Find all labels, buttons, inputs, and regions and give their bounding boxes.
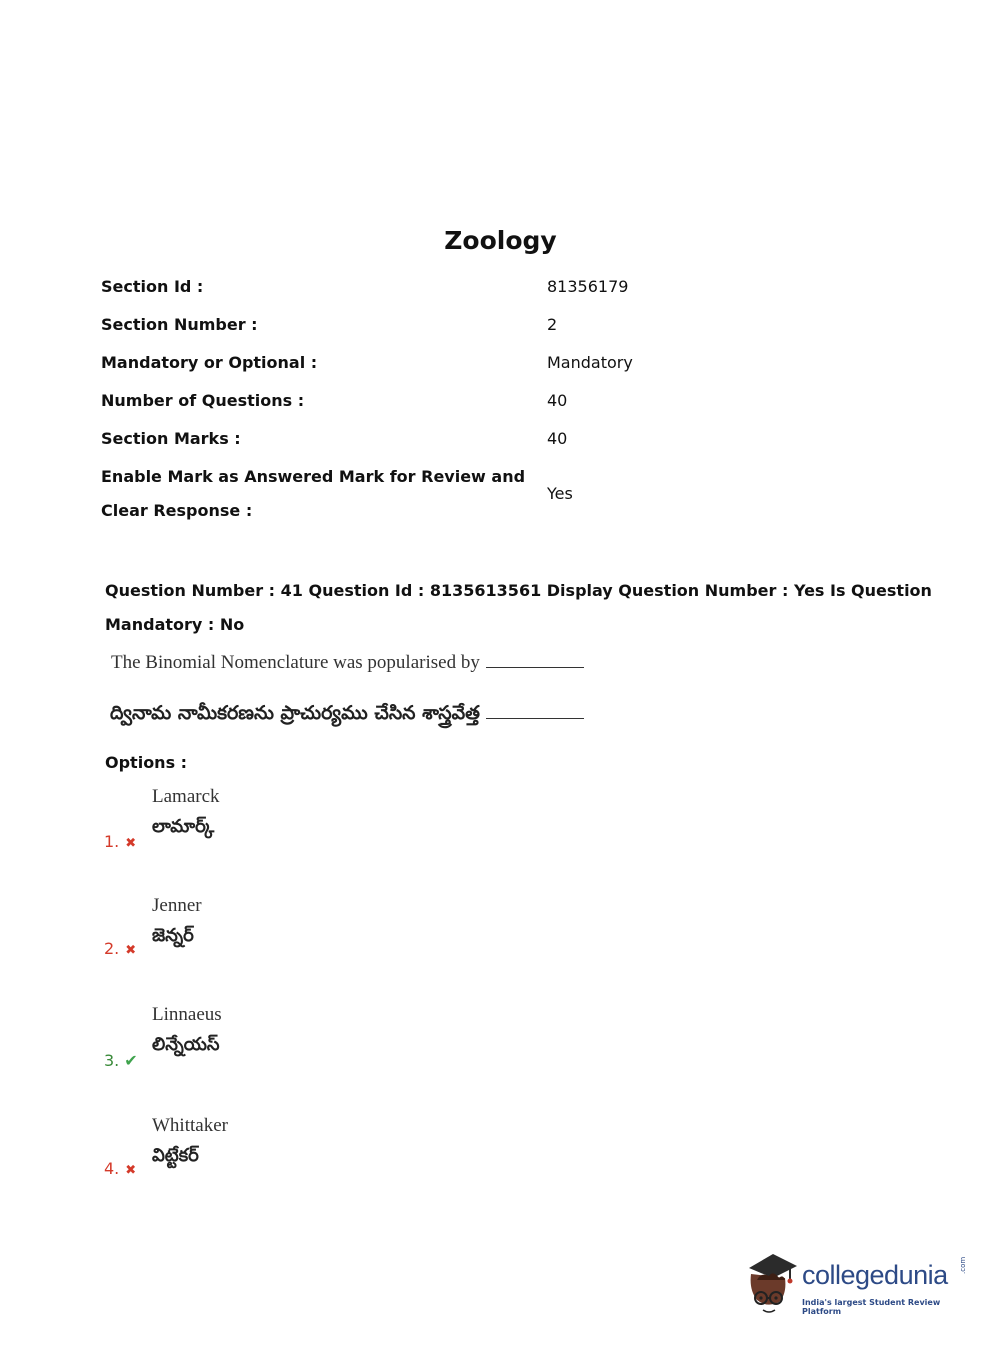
section-marks-value: 40 [547, 429, 568, 448]
question-text-te [110, 702, 584, 729]
option-2-number-label: 2. [104, 939, 120, 958]
section-title: Zoology [444, 226, 557, 255]
num-questions-value: 40 [547, 391, 568, 410]
option-3-number [104, 1051, 138, 1070]
question-text-te-label: ద్వినామ నామీకరణను ప్రాచుర్యము చేసిన శాస్త్రవేత్త [110, 702, 480, 724]
option-2-te: జెన్నర్ [152, 925, 194, 946]
cross-icon: ✖ [125, 836, 137, 851]
option-4-number-label: 4. [104, 1159, 120, 1178]
section-marks-label: Section Marks : [101, 429, 241, 448]
mandatory-value: Mandatory [547, 353, 633, 372]
collegedunia-logo [743, 1250, 973, 1320]
num-questions-label: Number of Questions : [101, 391, 305, 410]
mascot-icon [743, 1250, 801, 1320]
logo-name: collegedunia [802, 1260, 948, 1290]
question-header-line2: Mandatory : No [105, 615, 245, 634]
option-1-number-label: 1. [104, 832, 120, 851]
option-4-number [104, 1159, 136, 1178]
option-4-en: Whittaker [152, 1115, 228, 1136]
answer-blank [486, 667, 584, 668]
option-2-en: Jenner [152, 895, 202, 916]
option-1-en: Lamarck [152, 786, 220, 807]
question-text-en-label: The Binomial Nomenclature was popularised by [111, 652, 480, 673]
answer-blank-te [486, 718, 584, 719]
section-id-value: 81356179 [547, 277, 629, 296]
logo-suffix: .com [959, 1256, 967, 1274]
check-icon: ✔ [124, 1051, 138, 1070]
cross-icon: ✖ [125, 1163, 137, 1178]
option-2-number [104, 939, 136, 958]
section-number-value: 2 [547, 315, 558, 334]
option-1-number [104, 832, 136, 851]
logo-tagline: India's largest Student Review Platform [802, 1298, 941, 1316]
section-number-label: Section Number : [101, 315, 258, 334]
option-3-te: లిన్నేయస్ [152, 1034, 220, 1055]
option-3-number-label: 3. [104, 1051, 120, 1070]
option-4-te: విట్టేకర్ [152, 1145, 199, 1166]
section-id-label: Section Id : [101, 277, 204, 296]
enable-mark-value: Yes [547, 484, 573, 503]
question-header-line1: Question Number : 41 Question Id : 8135613561 Display Question Number : Yes Is Question [105, 581, 932, 600]
option-3-en: Linnaeus [152, 1004, 222, 1025]
cross-icon: ✖ [125, 943, 137, 958]
options-label: Options : [105, 753, 188, 772]
option-1-te: లామార్క్ [152, 816, 215, 837]
enable-mark-label-line1: Enable Mark as Answered Mark for Review and [101, 467, 526, 486]
mandatory-label: Mandatory or Optional : [101, 353, 318, 372]
enable-mark-label-line2: Clear Response : [101, 501, 253, 520]
question-text-en [111, 652, 584, 674]
